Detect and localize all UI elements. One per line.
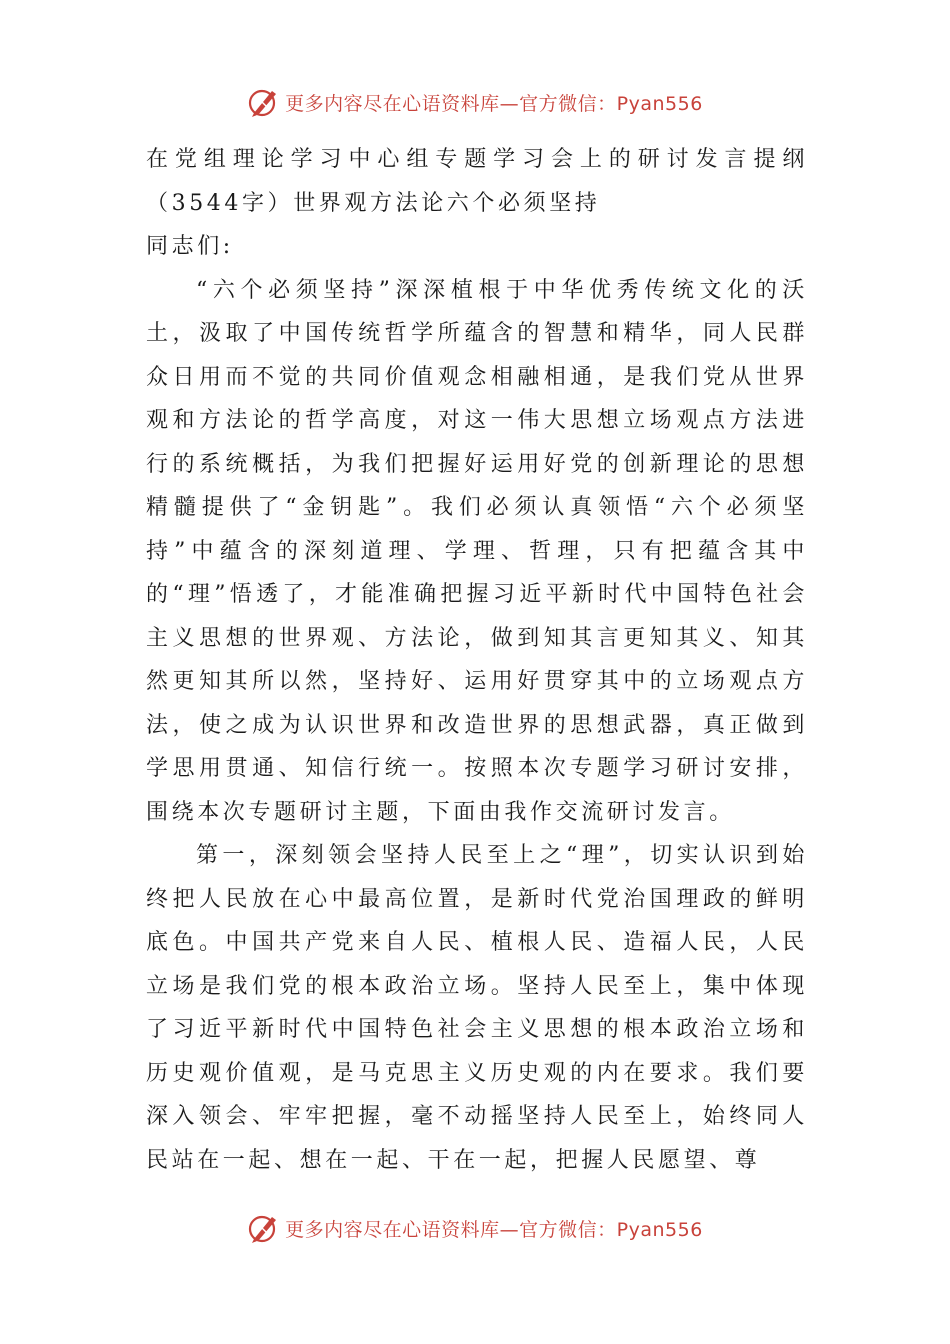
document-body (146, 138, 808, 1182)
paragraph-2: 第一，深刻领会坚持人民至上之“理”，切实认识到始终把人民放在心中最高位置，是新时代党治国理政的鲜明底色。中国共产党来自人民、植根人民、造福人民，人民立场是我们党的根本政治立场。坚持人民至上，集中体现了习近平新时代中国特色社会主义思想的根本政治立场和历史观价值观，是马克思主义历史观的内在要求。我们要深入领会、牢牢把握，毫不动摇坚持人民至上，始终同人民站在一起、想在一起、干在一起，把握人民愿望、尊 (146, 843, 808, 1173)
footer-watermark-banner (0, 1208, 950, 1248)
greeting: 同志们: (146, 234, 234, 259)
watermark-text: 更多内容尽在心语资料库—官方微信：Pyan556 (285, 92, 703, 115)
pen-logo-icon (247, 85, 281, 119)
paragraph-1: “六个必须坚持”深深植根于中华优秀传统文化的沃土，汲取了中国传统哲学所蕴含的智慧和精华，同人民群众日用而不觉的共同价值观念相融相通，是我们党从世界观和方法论的哲学高度，对这一伟大思想立场观点方法进行的系统概括，为我们把握好运用好党的创新理论的思想精髓提供了“金钥匙”。我们必须认真领悟“六个必须坚持”中蕴含的深刻道理、学理、哲理，只有把蕴含其中的“理”悟透了，才能准确把握习近平新时代中国特色社会主义思想的世界观、方法论，做到知其言更知其义、知其然更知其所以然，坚持好、运用好贯穿其中的立场观点方法，使之成为认识世界和改造世界的思想武器，真正做到学思用贯通、知信行统一。按照本次专题学习研讨安排，围绕本次专题研讨主题，下面由我作交流研讨发言。 (146, 277, 808, 825)
watermark-text: 更多内容尽在心语资料库—官方微信：Pyan556 (285, 1218, 703, 1241)
pen-logo-icon (247, 1211, 281, 1245)
document-title: 在党组理论学习中心组专题学习会上的研讨发言提纲（3544字）世界观方法论六个必须坚持 (146, 147, 808, 216)
header-watermark-banner (0, 82, 950, 122)
